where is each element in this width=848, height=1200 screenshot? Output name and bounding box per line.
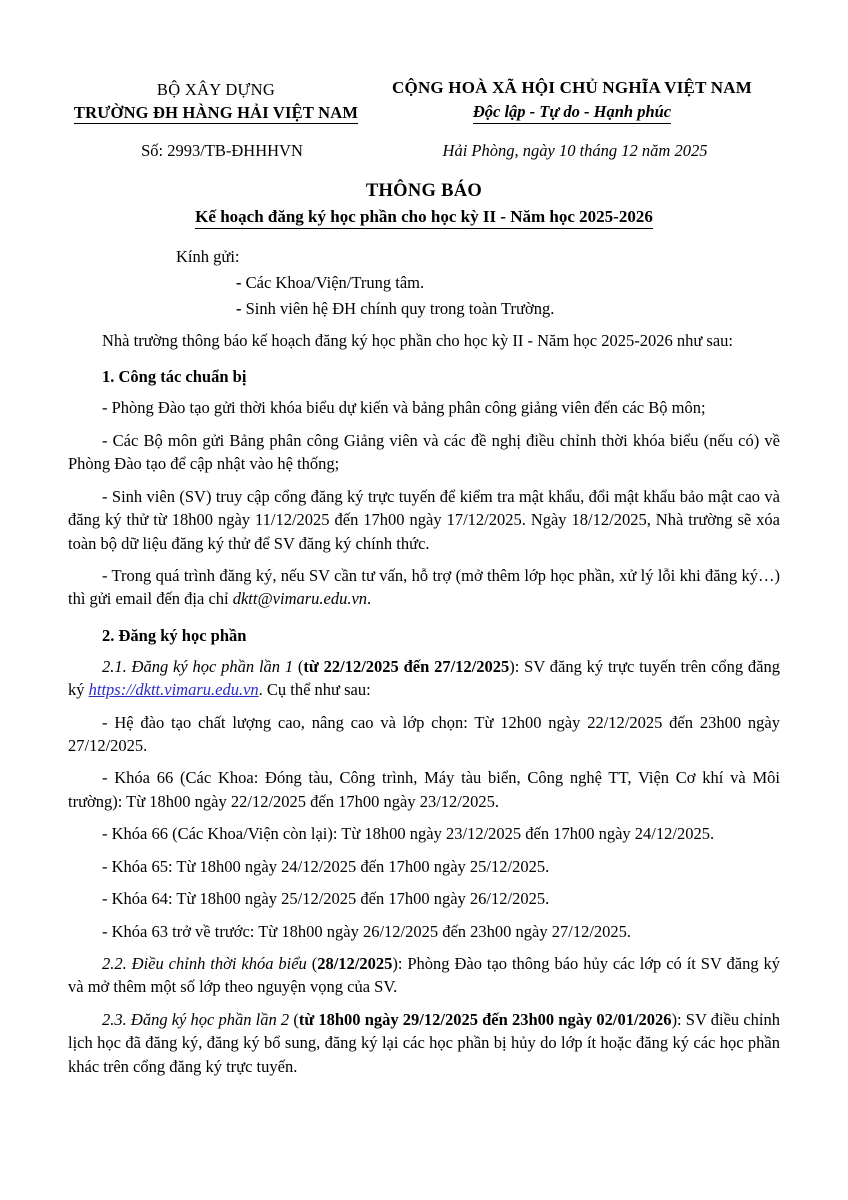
page-subtitle [68, 207, 780, 227]
number-date-line [68, 141, 780, 161]
national-heading-block [364, 78, 780, 122]
section-2-3 [68, 1008, 780, 1078]
recipient-item-1 [68, 273, 780, 293]
recipient-text-2: Sinh viên hệ ĐH chính quy trong toàn Trường. [245, 299, 555, 318]
section-2-1-bullet-3: - Khóa 66 (Các Khoa/Viện còn lại): Từ 18h00 ngày 23/12/2025 đến 17h00 ngày 24/12/2025. [102, 824, 715, 844]
section-1-item-4 [68, 564, 780, 611]
section-2-1-bullet-6: - Khóa 63 trở về trước: Từ 18h00 ngày 26/12/2025 đến 23h00 ngày 27/12/2025. [102, 921, 632, 941]
section-1-item-4-text: - Trong quá trình đăng ký, nếu SV cần tư vấn, hỗ trợ (mở thêm lớp học phần, xử lý lỗi khi đăng ký…) thì gửi email đến địa chỉ [68, 565, 780, 609]
section-2-3-open: ( [289, 1009, 299, 1029]
section-2-1 [68, 655, 780, 702]
section-2-heading: 2. Đăng ký học phần [102, 625, 247, 645]
issuing-authority-block [68, 78, 364, 123]
recipients-label: Kính gửi: [176, 247, 240, 266]
section-2-2-date: 28/12/2025 [317, 954, 393, 974]
ministry-name: BỘ XÂY DỰNG [156, 80, 276, 99]
section-2-1-dates: từ 22/12/2025 đến 27/12/2025 [303, 656, 510, 676]
section-2-1-label: 2.1. Đăng ký học phần lần 1 [102, 656, 294, 676]
document-number: Số: 2993/TB-ĐHHHVN [141, 141, 303, 160]
national-motto [364, 102, 780, 122]
section-2-1-bullet-4: - Khóa 65: Từ 18h00 ngày 24/12/2025 đến 17h00 ngày 25/12/2025. [102, 856, 550, 876]
recipient-text-1: Các Khoa/Viện/Trung tâm. [245, 273, 425, 292]
document-header [68, 78, 780, 123]
section-2-3-label: 2.3. Đăng ký học phần lần 2 [102, 1009, 290, 1029]
registration-portal-link[interactable]: https://dktt.vimaru.edu.vn [88, 680, 259, 700]
section-2-1-bullet-1: - Hệ đào tạo chất lượng cao, nâng cao và lớp chọn: Từ 12h00 ngày 22/12/2025 đến 23h00 ngày 27/12/2025. [68, 712, 780, 756]
university-name-text: TRƯỜNG ĐH HÀNG HẢI VIỆT NAM [73, 103, 359, 122]
section-1-item-4-end: . [367, 589, 372, 609]
section-2-1-close: ): SV đăng ký trực tuyến trên cổng đăng ký [68, 656, 780, 700]
section-2-2 [68, 952, 780, 999]
country-name: CỘNG HOÀ XÃ HỘI CHỦ NGHĨA VIỆT NAM [392, 78, 752, 97]
section-2-1-bullet-2: - Khóa 66 (Các Khoa: Đóng tàu, Công trình, Máy tàu biển, Công nghệ TT, Viện Cơ khí và Môi trường): Từ 18h00 ngày 22/12/2025 đến 17h00 ngày 23/12/2025. [68, 768, 780, 811]
section-2-2-open: ( [306, 954, 318, 974]
support-email: dktt@vimaru.edu.vn [232, 589, 368, 609]
recipient-item-2 [68, 299, 780, 319]
section-2-1-after: . Cụ thể như sau: [258, 680, 371, 700]
section-2-2-label: 2.2. Điều chỉnh thời khóa biểu [102, 954, 307, 974]
section-2-3-close: ): SV điều chỉnh lịch học đã đăng ký, đăng ký bổ sung, đăng ký lại các học phần bị hủy do lớp ít hoặc đăng ký các học phần khác trên cổng đăng ký trực tuyến. [68, 1009, 780, 1076]
place-and-date: Hải Phòng, ngày 10 tháng 12 năm 2025 [442, 141, 708, 160]
recipient-dash-2: - [236, 299, 242, 318]
section-2-2-close: ): Phòng Đào tạo thông báo hủy các lớp có ít SV đăng ký và mở thêm một số lớp theo nguyện vọng của SV. [68, 954, 781, 997]
section-1-item-1: - Phòng Đào tạo gửi thời khóa biểu dự kiến và bảng phân công giảng viên đến các Bộ môn; [102, 398, 706, 418]
recipient-dash-1: - [236, 273, 242, 292]
page-subtitle-text: Kế hoạch đăng ký học phần cho học kỳ II - Năm học 2025-2026 [195, 207, 653, 229]
section-2-1-bullet-5: - Khóa 64: Từ 18h00 ngày 25/12/2025 đến 17h00 ngày 26/12/2025. [102, 889, 550, 909]
intro-paragraph: Nhà trường thông báo kế hoạch đăng ký học phần cho học kỳ II - Năm học 2025-2026 như sau: [102, 331, 734, 350]
university-name [68, 103, 364, 123]
section-1-heading: 1. Công tác chuẩn bị [102, 367, 247, 387]
page-title: THÔNG BÁO [365, 181, 483, 201]
section-1-item-2: - Các Bộ môn gửi Bảng phân công Giảng viên và các đề nghị điều chỉnh thời khóa biểu (nếu có) về Phòng Đào tạo để cập nhật vào hệ thống; [68, 430, 780, 474]
section-1-item-3: - Sinh viên (SV) truy cập cổng đăng ký trực tuyến để kiểm tra mật khẩu, đổi mật khẩu bảo mật cao và đăng ký thử từ 18h00 ngày 11/12/2025 đến 17h00 ngày 17/12/2025. Ngày 18/12/2025, Nhà trường sẽ xóa toàn bộ dữ liệu đăng ký thử để SV đăng ký chính thức. [68, 486, 780, 553]
national-motto-text: Độc lập - Tự do - Hạnh phúc [473, 102, 671, 124]
section-2-1-open: ( [293, 656, 304, 676]
section-2-3-dates: từ 18h00 ngày 29/12/2025 đến 23h00 ngày 02/01/2026 [298, 1009, 672, 1029]
